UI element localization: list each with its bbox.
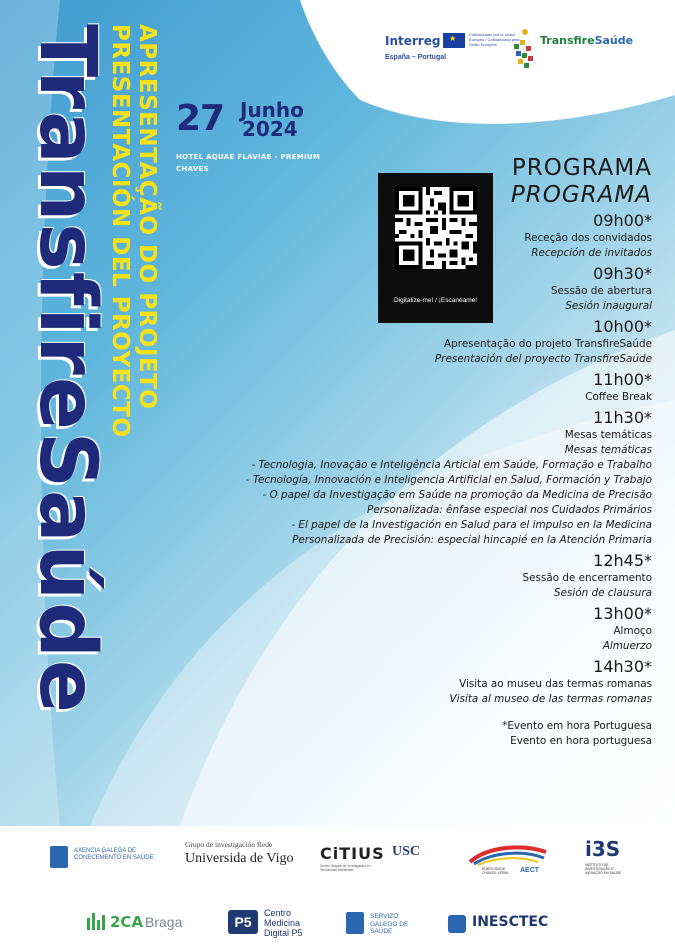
transfire-map-icon: [512, 26, 538, 72]
inesctec-logo: [448, 914, 568, 938]
date-year: 2024: [242, 117, 298, 141]
qr-caption: Digitalize-me! / ¡Escanéame!: [393, 297, 478, 304]
interreg-name: Interreg: [385, 34, 441, 48]
citius-usc-logo: [320, 844, 430, 878]
p2ca-bars-icon: [86, 910, 108, 932]
mesas-line: - Tecnología, Innovación e Inteligencia Artificial en Salud, Formación y Trabajo: [245, 474, 652, 486]
uvigo-top: Grupo de investigación Rede: [185, 840, 273, 849]
agenda-label-pt: Mesas temáticas: [564, 429, 652, 441]
agenda-item: [246, 656, 652, 707]
mesas-line: - Tecnologia, Inovação e Inteligência Articial em Saúde, Formação e Trabalho: [251, 459, 652, 471]
agenda-item: [246, 316, 652, 367]
mesas-list: [246, 458, 652, 548]
p2ca-braga-logo: [86, 910, 201, 934]
agenda-item: [246, 550, 652, 601]
sergas-text: SERVIZO GALEGO DE SAÚDE: [370, 913, 409, 935]
mesas-line: Personalizada: ênfase especial nos Cuidados Primários: [367, 504, 652, 516]
mesas-line: - El papel de la Investigación en Salud para el impulso en la Medicina: [291, 519, 652, 531]
aect-swoosh-icon: [468, 844, 548, 866]
inesctec-mark-icon: [448, 915, 466, 933]
axencia-crest-icon: [50, 846, 68, 868]
agenda-label-es: Sesión de clausura: [553, 587, 652, 599]
transfire-logo-text-a: Transfire: [540, 34, 595, 47]
agenda-time: 09h30*: [593, 264, 652, 283]
subtitle-pt-vertical: APRESENTAÇÃO DO PROJETO: [134, 24, 160, 410]
venue-line-2: CHAVES: [176, 165, 209, 173]
inesctec-text: INESCTEC: [472, 914, 549, 930]
cmd-line-1: Centro: [264, 908, 292, 918]
agenda-label-pt: Coffee Break: [585, 391, 652, 403]
p2ca-braga-text: Braga: [145, 914, 183, 930]
agenda-label-es: Sesión inaugural: [565, 300, 652, 312]
p2ca-text: 2CA: [110, 913, 144, 931]
agenda-time: 10h00*: [593, 317, 652, 336]
i3s-logo: [585, 838, 645, 886]
transfire-logo-text: [540, 34, 633, 47]
agenda-label-pt: Sessão de encerramento: [522, 572, 652, 584]
i3s-text: i3S: [585, 837, 621, 861]
interreg-logo: [385, 32, 520, 61]
citius-text: CiTIUS: [320, 844, 385, 863]
agenda-label-pt: Visita ao museu das termas romanas: [459, 678, 652, 690]
agenda-label-pt: Apresentação do projeto TransfireSaúde: [444, 338, 652, 350]
programa-heading-es: PROGRAMA: [510, 182, 652, 208]
uvigo-main: Universida de Vigo: [185, 851, 294, 866]
agenda-item: [246, 210, 652, 261]
agenda-label-es: Visita al museo de las termas romanas: [449, 693, 652, 705]
agenda-item: [246, 263, 652, 314]
sergas-logo: [346, 912, 436, 938]
mesas-line: Personalizada de Precisión: especial hincapié en la Atención Primaria: [292, 534, 652, 546]
mesas-line: - O papel da Investigação em Saúde na promoção da Medicina de Precisão: [262, 489, 652, 501]
agenda-label-es: Recepción de invitados: [531, 247, 652, 259]
interreg-cofinance-text: Cofinanciado por la Unión Europea / Cofinanciado pela União Europeia: [469, 32, 520, 47]
agenda-item: [246, 603, 652, 654]
agenda-item: [246, 407, 652, 458]
programa-heading-pt: PROGRAMA: [511, 155, 652, 181]
timezone-note-es: Evento en hora portuguesa: [510, 735, 652, 747]
programa-section: [246, 154, 652, 749]
agenda-item: [246, 369, 652, 405]
agenda-time: 11h30*: [593, 408, 652, 427]
agenda-label-es: Almuerzo: [602, 640, 652, 652]
agenda-time: 09h00*: [593, 211, 652, 230]
agenda-label-es: Mesas temáticas: [564, 444, 652, 456]
axencia-text: AXENCIA GALEGA DE CONECEMENTO EN SAÚDE: [74, 848, 154, 861]
cmd-text: [264, 908, 303, 938]
interreg-region: España – Portugal: [385, 54, 447, 61]
subtitle-es-vertical: PRESENTACIÓN DEL PROYECTO: [107, 24, 133, 438]
agenda-label-pt: Receção dos convidados: [524, 232, 652, 244]
citius-sub: Centro Singular de Investigación en Tecnoloxías Intelixentes: [320, 864, 371, 872]
transfire-logo-text-b: Saúde: [594, 34, 634, 47]
axencia-logo: [50, 846, 180, 876]
footer-logos: [0, 826, 675, 949]
event-title-vertical: TransfireSaúde: [22, 24, 112, 715]
cmd-p5-logo: [228, 908, 328, 938]
agenda-time: 14h30*: [593, 657, 652, 676]
agenda-time: 12h45*: [593, 551, 652, 570]
aect-sub: EUROCIDADE CHAVES-VERÍN: [482, 867, 508, 875]
agenda-label-es: Presentación del proyecto TransfireSaúde: [434, 353, 652, 365]
usc-text: USC: [392, 844, 421, 859]
agenda-time: 13h00*: [593, 604, 652, 623]
eu-flag-icon: ★: [443, 33, 465, 48]
aect-logo: [468, 844, 558, 880]
uvigo-logo: [185, 840, 310, 880]
agenda-label-pt: Almoço: [613, 625, 652, 637]
transfire-saude-logo: [512, 26, 647, 76]
aect-text: AECT: [520, 867, 540, 874]
agenda-label-pt: Sessão de abertura: [550, 285, 652, 297]
i3s-sub: INSTITUTO DE INVESTIGAÇÃO E INOVAÇÃO EM SAÚDE: [585, 863, 622, 875]
sergas-crest-icon: [346, 912, 364, 934]
timezone-note-pt: *Evento em hora Portuguesa: [502, 720, 652, 732]
agenda-time: 11h00*: [593, 370, 652, 389]
venue-line-1: HOTEL AQUAE FLAVIAE - PREMIUM: [176, 153, 321, 161]
date-day: 27: [176, 98, 225, 139]
timezone-note: [246, 719, 652, 749]
cmd-line-2: Medicina: [264, 918, 301, 928]
p5-mark-icon: P5: [228, 910, 258, 934]
date-month: Junho: [240, 98, 304, 122]
cmd-line-3: Digital P5: [264, 928, 303, 938]
